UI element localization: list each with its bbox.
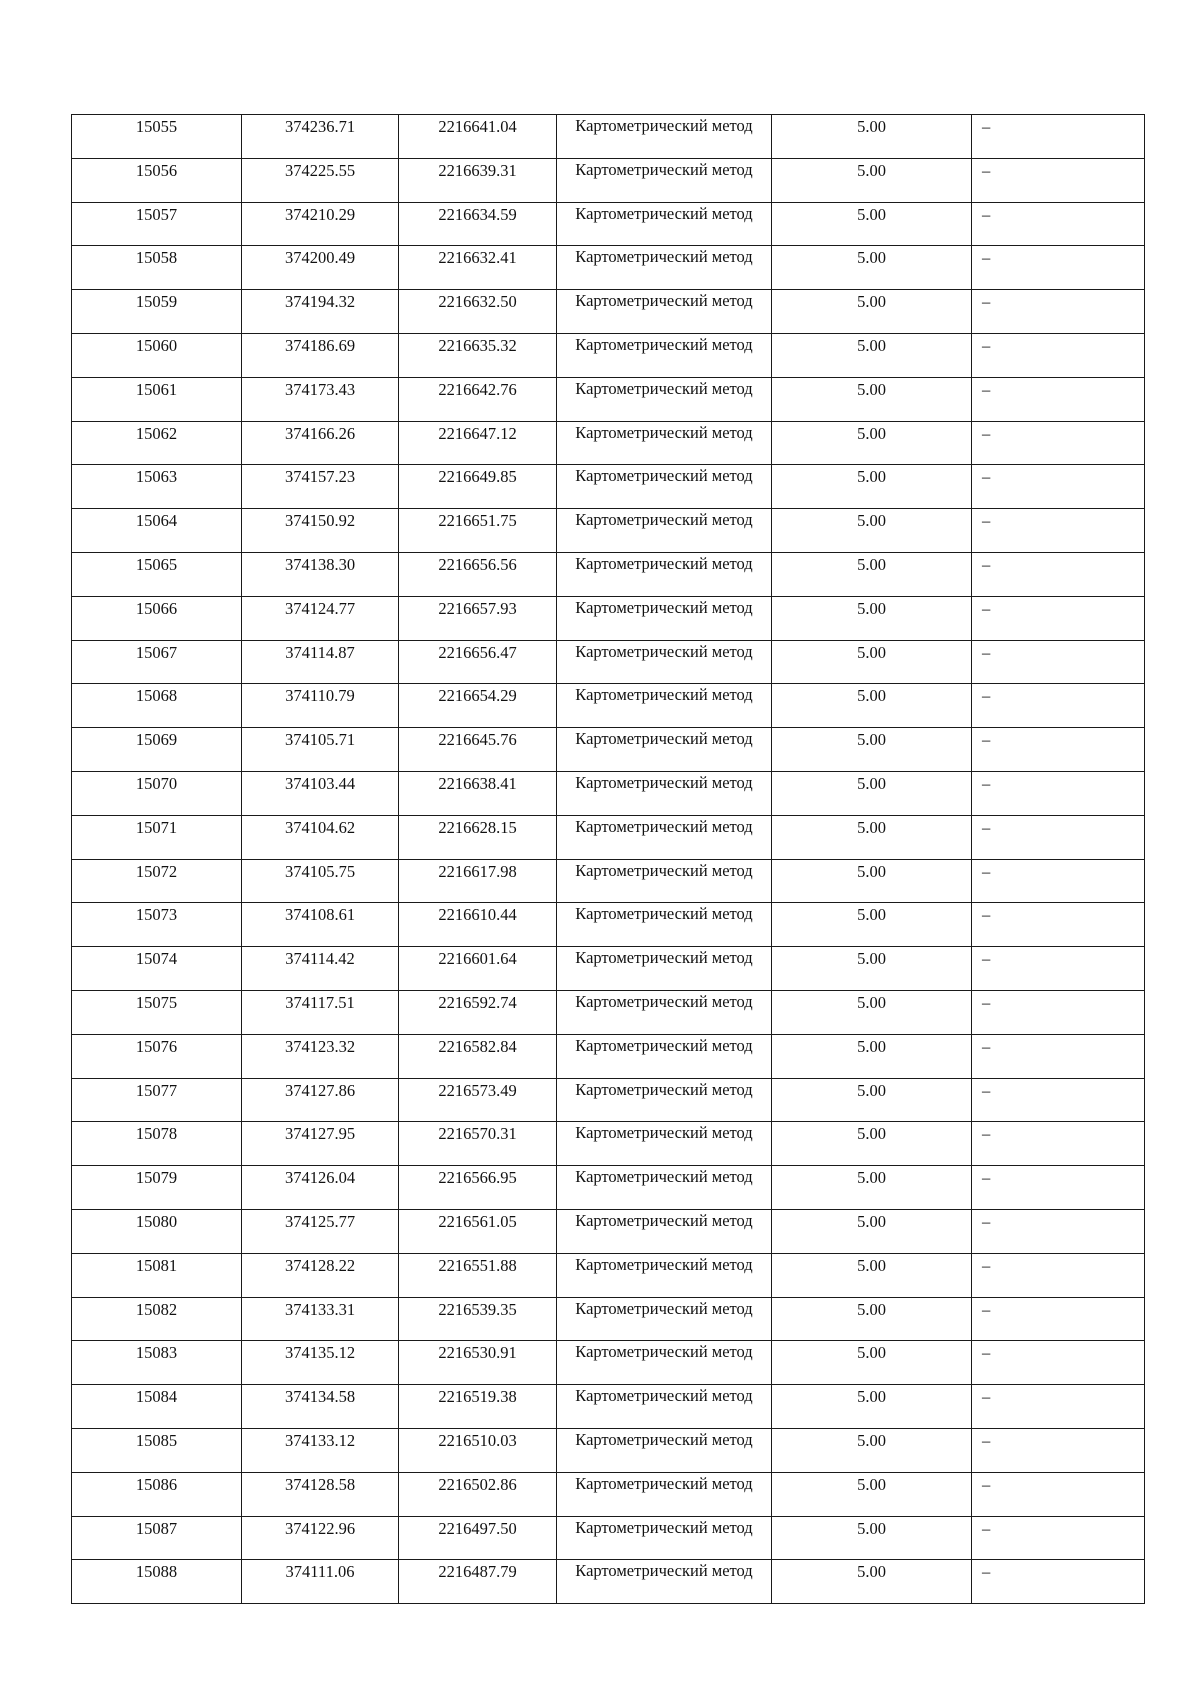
precision-cell: 5.00 (772, 552, 972, 596)
description-cell: – (972, 115, 1145, 159)
description-cell: – (972, 202, 1145, 246)
y-coordinate-cell: 2216632.50 (399, 290, 557, 334)
method-cell: Картометрический метод (557, 377, 772, 421)
method-cell: Картометрический метод (557, 1516, 772, 1560)
method-cell: Картометрический метод (557, 1341, 772, 1385)
x-coordinate-cell: 374104.62 (242, 815, 399, 859)
description-cell: – (972, 377, 1145, 421)
x-coordinate-cell: 374108.61 (242, 903, 399, 947)
table-row (72, 1472, 1145, 1516)
method-cell: Картометрический метод (557, 947, 772, 991)
method-cell: Картометрический метод (557, 1034, 772, 1078)
method-cell: Картометрический метод (557, 158, 772, 202)
description-cell: – (972, 1166, 1145, 1210)
x-coordinate-cell: 374133.12 (242, 1428, 399, 1472)
description-cell: – (972, 1209, 1145, 1253)
description-cell: – (972, 333, 1145, 377)
point-number-cell: 15087 (72, 1516, 242, 1560)
x-coordinate-cell: 374103.44 (242, 771, 399, 815)
description-cell: – (972, 1341, 1145, 1385)
method-cell: Картометрический метод (557, 1385, 772, 1429)
point-number-cell: 15072 (72, 859, 242, 903)
precision-cell: 5.00 (772, 815, 972, 859)
point-number-cell: 15085 (72, 1428, 242, 1472)
precision-cell: 5.00 (772, 1166, 972, 1210)
y-coordinate-cell: 2216487.79 (399, 1560, 557, 1604)
y-coordinate-cell: 2216654.29 (399, 684, 557, 728)
description-cell: – (972, 290, 1145, 334)
precision-cell: 5.00 (772, 1253, 972, 1297)
precision-cell: 5.00 (772, 1428, 972, 1472)
precision-cell: 5.00 (772, 771, 972, 815)
x-coordinate-cell: 374123.32 (242, 1034, 399, 1078)
precision-cell: 5.00 (772, 903, 972, 947)
y-coordinate-cell: 2216632.41 (399, 246, 557, 290)
table-row (72, 1253, 1145, 1297)
point-number-cell: 15073 (72, 903, 242, 947)
x-coordinate-cell: 374150.92 (242, 509, 399, 553)
point-number-cell: 15077 (72, 1078, 242, 1122)
x-coordinate-cell: 374200.49 (242, 246, 399, 290)
precision-cell: 5.00 (772, 465, 972, 509)
precision-cell: 5.00 (772, 377, 972, 421)
y-coordinate-cell: 2216582.84 (399, 1034, 557, 1078)
description-cell: – (972, 947, 1145, 991)
table-row (72, 290, 1145, 334)
x-coordinate-cell: 374135.12 (242, 1341, 399, 1385)
method-cell: Картометрический метод (557, 1297, 772, 1341)
coordinates-table (71, 114, 1145, 1604)
precision-cell: 5.00 (772, 1297, 972, 1341)
point-number-cell: 15078 (72, 1122, 242, 1166)
description-cell: – (972, 1385, 1145, 1429)
x-coordinate-cell: 374110.79 (242, 684, 399, 728)
method-cell: Картометрический метод (557, 640, 772, 684)
table-row (72, 421, 1145, 465)
method-cell: Картометрический метод (557, 771, 772, 815)
table-row (72, 1428, 1145, 1472)
y-coordinate-cell: 2216510.03 (399, 1428, 557, 1472)
point-number-cell: 15063 (72, 465, 242, 509)
method-cell: Картометрический метод (557, 684, 772, 728)
x-coordinate-cell: 374128.22 (242, 1253, 399, 1297)
y-coordinate-cell: 2216656.56 (399, 552, 557, 596)
point-number-cell: 15080 (72, 1209, 242, 1253)
point-number-cell: 15082 (72, 1297, 242, 1341)
y-coordinate-cell: 2216592.74 (399, 990, 557, 1034)
x-coordinate-cell: 374127.86 (242, 1078, 399, 1122)
table-row (72, 1166, 1145, 1210)
table-row (72, 115, 1145, 159)
x-coordinate-cell: 374157.23 (242, 465, 399, 509)
y-coordinate-cell: 2216657.93 (399, 596, 557, 640)
precision-cell: 5.00 (772, 509, 972, 553)
x-coordinate-cell: 374122.96 (242, 1516, 399, 1560)
description-cell: – (972, 1560, 1145, 1604)
table-row (72, 333, 1145, 377)
y-coordinate-cell: 2216642.76 (399, 377, 557, 421)
table-row (72, 1341, 1145, 1385)
y-coordinate-cell: 2216561.05 (399, 1209, 557, 1253)
y-coordinate-cell: 2216645.76 (399, 728, 557, 772)
point-number-cell: 15071 (72, 815, 242, 859)
x-coordinate-cell: 374138.30 (242, 552, 399, 596)
x-coordinate-cell: 374105.75 (242, 859, 399, 903)
x-coordinate-cell: 374236.71 (242, 115, 399, 159)
table-row (72, 1560, 1145, 1604)
point-number-cell: 15088 (72, 1560, 242, 1604)
precision-cell: 5.00 (772, 290, 972, 334)
y-coordinate-cell: 2216570.31 (399, 1122, 557, 1166)
description-cell: – (972, 465, 1145, 509)
x-coordinate-cell: 374126.04 (242, 1166, 399, 1210)
x-coordinate-cell: 374124.77 (242, 596, 399, 640)
table-row (72, 1516, 1145, 1560)
description-cell: – (972, 1516, 1145, 1560)
table-row (72, 596, 1145, 640)
description-cell: – (972, 771, 1145, 815)
point-number-cell: 15056 (72, 158, 242, 202)
point-number-cell: 15057 (72, 202, 242, 246)
description-cell: – (972, 1472, 1145, 1516)
method-cell: Картометрический метод (557, 815, 772, 859)
y-coordinate-cell: 2216601.64 (399, 947, 557, 991)
table-row (72, 465, 1145, 509)
method-cell: Картометрический метод (557, 1078, 772, 1122)
precision-cell: 5.00 (772, 158, 972, 202)
precision-cell: 5.00 (772, 421, 972, 465)
precision-cell: 5.00 (772, 246, 972, 290)
table-row (72, 552, 1145, 596)
precision-cell: 5.00 (772, 640, 972, 684)
y-coordinate-cell: 2216647.12 (399, 421, 557, 465)
description-cell: – (972, 1297, 1145, 1341)
point-number-cell: 15067 (72, 640, 242, 684)
method-cell: Картометрический метод (557, 1209, 772, 1253)
x-coordinate-cell: 374134.58 (242, 1385, 399, 1429)
table-row (72, 728, 1145, 772)
method-cell: Картометрический метод (557, 202, 772, 246)
precision-cell: 5.00 (772, 333, 972, 377)
description-cell: – (972, 859, 1145, 903)
y-coordinate-cell: 2216656.47 (399, 640, 557, 684)
y-coordinate-cell: 2216519.38 (399, 1385, 557, 1429)
table-row (72, 903, 1145, 947)
precision-cell: 5.00 (772, 728, 972, 772)
table-row (72, 1209, 1145, 1253)
description-cell: – (972, 684, 1145, 728)
description-cell: – (972, 509, 1145, 553)
y-coordinate-cell: 2216551.88 (399, 1253, 557, 1297)
point-number-cell: 15058 (72, 246, 242, 290)
precision-cell: 5.00 (772, 859, 972, 903)
x-coordinate-cell: 374125.77 (242, 1209, 399, 1253)
point-number-cell: 15059 (72, 290, 242, 334)
y-coordinate-cell: 2216638.41 (399, 771, 557, 815)
precision-cell: 5.00 (772, 1122, 972, 1166)
table-row (72, 1078, 1145, 1122)
y-coordinate-cell: 2216634.59 (399, 202, 557, 246)
x-coordinate-cell: 374225.55 (242, 158, 399, 202)
description-cell: – (972, 640, 1145, 684)
method-cell: Картометрический метод (557, 115, 772, 159)
table-row (72, 771, 1145, 815)
table-row (72, 684, 1145, 728)
method-cell: Картометрический метод (557, 1472, 772, 1516)
precision-cell: 5.00 (772, 202, 972, 246)
table-row (72, 509, 1145, 553)
method-cell: Картометрический метод (557, 333, 772, 377)
y-coordinate-cell: 2216566.95 (399, 1166, 557, 1210)
method-cell: Картометрический метод (557, 509, 772, 553)
table-row (72, 1034, 1145, 1078)
table-row (72, 990, 1145, 1034)
point-number-cell: 15066 (72, 596, 242, 640)
description-cell: – (972, 1253, 1145, 1297)
x-coordinate-cell: 374194.32 (242, 290, 399, 334)
y-coordinate-cell: 2216641.04 (399, 115, 557, 159)
description-cell: – (972, 728, 1145, 772)
method-cell: Картометрический метод (557, 1122, 772, 1166)
table-row (72, 246, 1145, 290)
table-row (72, 377, 1145, 421)
x-coordinate-cell: 374128.58 (242, 1472, 399, 1516)
y-coordinate-cell: 2216617.98 (399, 859, 557, 903)
x-coordinate-cell: 374166.26 (242, 421, 399, 465)
precision-cell: 5.00 (772, 1560, 972, 1604)
x-coordinate-cell: 374114.87 (242, 640, 399, 684)
precision-cell: 5.00 (772, 1341, 972, 1385)
x-coordinate-cell: 374114.42 (242, 947, 399, 991)
precision-cell: 5.00 (772, 947, 972, 991)
y-coordinate-cell: 2216502.86 (399, 1472, 557, 1516)
y-coordinate-cell: 2216649.85 (399, 465, 557, 509)
table-row (72, 158, 1145, 202)
description-cell: – (972, 1078, 1145, 1122)
precision-cell: 5.00 (772, 684, 972, 728)
table-row (72, 947, 1145, 991)
x-coordinate-cell: 374133.31 (242, 1297, 399, 1341)
x-coordinate-cell: 374117.51 (242, 990, 399, 1034)
method-cell: Картометрический метод (557, 246, 772, 290)
y-coordinate-cell: 2216530.91 (399, 1341, 557, 1385)
x-coordinate-cell: 374105.71 (242, 728, 399, 772)
precision-cell: 5.00 (772, 115, 972, 159)
description-cell: – (972, 990, 1145, 1034)
method-cell: Картометрический метод (557, 1428, 772, 1472)
point-number-cell: 15062 (72, 421, 242, 465)
method-cell: Картометрический метод (557, 1253, 772, 1297)
precision-cell: 5.00 (772, 1034, 972, 1078)
y-coordinate-cell: 2216639.31 (399, 158, 557, 202)
description-cell: – (972, 596, 1145, 640)
x-coordinate-cell: 374210.29 (242, 202, 399, 246)
point-number-cell: 15064 (72, 509, 242, 553)
method-cell: Картометрический метод (557, 465, 772, 509)
precision-cell: 5.00 (772, 1516, 972, 1560)
point-number-cell: 15079 (72, 1166, 242, 1210)
description-cell: – (972, 815, 1145, 859)
x-coordinate-cell: 374173.43 (242, 377, 399, 421)
description-cell: – (972, 1122, 1145, 1166)
y-coordinate-cell: 2216651.75 (399, 509, 557, 553)
method-cell: Картометрический метод (557, 728, 772, 772)
precision-cell: 5.00 (772, 596, 972, 640)
point-number-cell: 15081 (72, 1253, 242, 1297)
y-coordinate-cell: 2216539.35 (399, 1297, 557, 1341)
precision-cell: 5.00 (772, 1078, 972, 1122)
point-number-cell: 15068 (72, 684, 242, 728)
y-coordinate-cell: 2216628.15 (399, 815, 557, 859)
coordinates-table-body (72, 115, 1145, 1604)
table-row (72, 859, 1145, 903)
method-cell: Картометрический метод (557, 596, 772, 640)
point-number-cell: 15086 (72, 1472, 242, 1516)
y-coordinate-cell: 2216635.32 (399, 333, 557, 377)
description-cell: – (972, 246, 1145, 290)
point-number-cell: 15074 (72, 947, 242, 991)
point-number-cell: 15055 (72, 115, 242, 159)
table-row (72, 640, 1145, 684)
table-row (72, 202, 1145, 246)
point-number-cell: 15084 (72, 1385, 242, 1429)
x-coordinate-cell: 374186.69 (242, 333, 399, 377)
precision-cell: 5.00 (772, 1209, 972, 1253)
precision-cell: 5.00 (772, 990, 972, 1034)
method-cell: Картометрический метод (557, 1166, 772, 1210)
point-number-cell: 15065 (72, 552, 242, 596)
table-row (72, 1385, 1145, 1429)
description-cell: – (972, 552, 1145, 596)
description-cell: – (972, 1034, 1145, 1078)
y-coordinate-cell: 2216610.44 (399, 903, 557, 947)
y-coordinate-cell: 2216573.49 (399, 1078, 557, 1122)
precision-cell: 5.00 (772, 1472, 972, 1516)
description-cell: – (972, 1428, 1145, 1472)
method-cell: Картометрический метод (557, 290, 772, 334)
method-cell: Картометрический метод (557, 1560, 772, 1604)
description-cell: – (972, 421, 1145, 465)
y-coordinate-cell: 2216497.50 (399, 1516, 557, 1560)
x-coordinate-cell: 374127.95 (242, 1122, 399, 1166)
table-row (72, 1122, 1145, 1166)
point-number-cell: 15076 (72, 1034, 242, 1078)
x-coordinate-cell: 374111.06 (242, 1560, 399, 1604)
point-number-cell: 15083 (72, 1341, 242, 1385)
method-cell: Картометрический метод (557, 552, 772, 596)
point-number-cell: 15075 (72, 990, 242, 1034)
description-cell: – (972, 903, 1145, 947)
method-cell: Картометрический метод (557, 990, 772, 1034)
table-row (72, 1297, 1145, 1341)
point-number-cell: 15061 (72, 377, 242, 421)
point-number-cell: 15060 (72, 333, 242, 377)
table-row (72, 815, 1145, 859)
method-cell: Картометрический метод (557, 421, 772, 465)
point-number-cell: 15070 (72, 771, 242, 815)
method-cell: Картометрический метод (557, 859, 772, 903)
description-cell: – (972, 158, 1145, 202)
precision-cell: 5.00 (772, 1385, 972, 1429)
method-cell: Картометрический метод (557, 903, 772, 947)
point-number-cell: 15069 (72, 728, 242, 772)
